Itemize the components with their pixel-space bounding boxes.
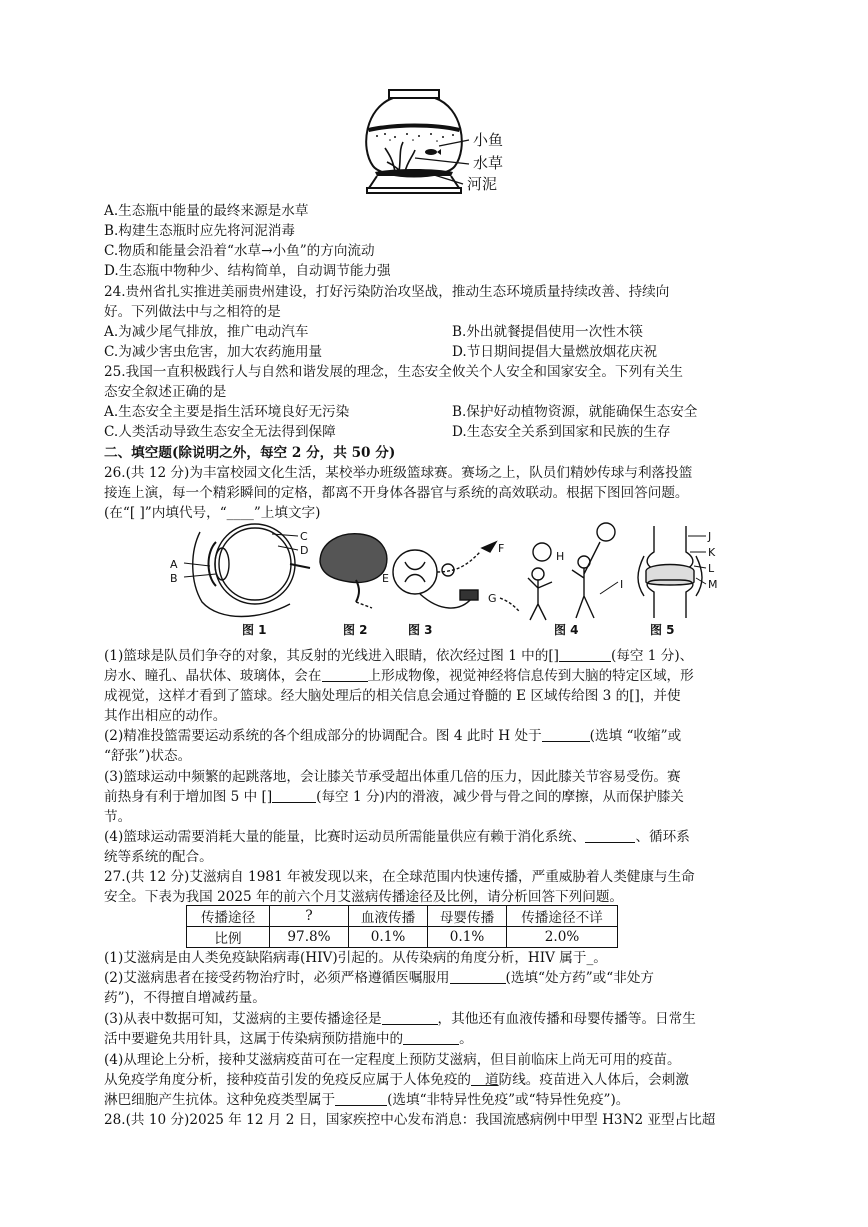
table-cell: 母婴传播 xyxy=(428,906,507,927)
q27-part4-line2: 从免疫学角度分析，接种疫苗引发的免疫反应属于人体免疫的 道防线。疫苗进入人体后，会刺激 xyxy=(104,1072,689,1088)
q23-option-d: D.生态瓶中物种少、结构简单，自动调节能力强 xyxy=(104,263,391,279)
eco-bottle-figure xyxy=(355,88,515,206)
q27-stem-line2: 安全。下表为我国 2025 年的前六个月艾滋病传播途径及比例，请分析回答下列问题。 xyxy=(104,889,624,905)
q24-stem-line1: 24.贵州省扎实推进美丽贵州建设，打好污染防治攻坚战，推动生态环境质量持续改善、持续向 xyxy=(104,284,670,300)
answer-blank xyxy=(542,727,590,742)
label-L: L xyxy=(708,562,715,575)
table-cell: 血液传播 xyxy=(349,906,428,927)
q26-stem-line3: (在“[ ]”内填代号，“____”上填文字) xyxy=(104,505,321,521)
table-cell: 传播途径不详 xyxy=(507,906,618,927)
q27-part2-line1: (2)艾滋病患者在接受药物治疗时，必须严格遵循医嘱服用 (选填“处方药”或“非处方 xyxy=(104,970,655,986)
q25-stem-line2: 态安全叙述正确的是 xyxy=(104,384,227,400)
q26-part3-line2: 前热身有利于增加图 5 中 [] (每空 1 分)内的滑液，减少骨与骨之间的摩擦，从而保护膝关 xyxy=(104,789,684,805)
label-waterweed: 水草 xyxy=(473,154,504,172)
table-cell: 2.0% xyxy=(507,927,618,948)
q26-stem-line2: 接连上演，每一个精彩瞬间的定格，都离不开身体各器官与系统的高效联动。根据下图回答问题。 xyxy=(104,485,689,501)
label-C: C xyxy=(300,530,308,543)
table-cell: 0.1% xyxy=(349,927,428,948)
table-cell: 传播途径 xyxy=(187,906,270,927)
q25-option-a: A.生态安全主要是指生活环境良好无污染 xyxy=(104,404,350,420)
q27-part4-line3: 淋巴细胞产生抗体。这种免疫类型属于 (选填“非特异性免疫”或“特异性免疫”)。 xyxy=(104,1092,630,1108)
caption-fig4: 图 4 xyxy=(554,623,579,637)
q26-stem-line1: 26.(共 12 分)为丰富校园文化生活，某校举办班级篮球赛。赛场之上，队员们精妙传球与利落投篮 xyxy=(104,465,693,481)
q25-option-row1 xyxy=(104,402,698,422)
fig4-players-illustration xyxy=(528,523,618,620)
answer-blank xyxy=(322,667,368,682)
label-I: I xyxy=(620,578,624,591)
caption-fig5: 图 5 xyxy=(650,623,675,637)
label-fish: 小鱼 xyxy=(473,131,504,149)
q25-option-row2 xyxy=(104,422,671,442)
label-J: J xyxy=(708,530,712,543)
table-cell: 0.1% xyxy=(428,927,507,948)
fig1-eye-illustration xyxy=(184,524,310,617)
q24-stem-line2: 好。下列做法中与之相符的是 xyxy=(104,304,281,320)
arrow-fig3-to-fig4 xyxy=(500,598,520,612)
q27-part1: (1)艾滋病是由人类免疫缺陷病毒(HIV)引起的。从传染病的角度分析，HIV 属于_。 xyxy=(104,950,607,966)
q24-option-c: C.为减少害虫危害，加大农药施用量 xyxy=(104,344,323,360)
q26-part1-line1: (1)篮球是队员们争夺的对象，其反射的光线进入眼睛，依次经过图 1 中的[] (每空 1 分)、 xyxy=(104,648,694,664)
q23-option-b: B.构建生态瓶时应先将河泥消毒 xyxy=(104,223,296,239)
table-row xyxy=(187,927,618,948)
label-K: K xyxy=(708,546,716,559)
hiv-transmission-table xyxy=(186,905,618,948)
q24-option-row2 xyxy=(104,342,658,362)
q28-stem-line1: 28.(共 10 分)2025 年 12 月 2 日，国家疾控中心发布消息：我国流感病例中甲型 H3N2 亚型占比超 xyxy=(104,1112,716,1128)
q25-option-b: B.保护好动植物资源，就能确保生态安全 xyxy=(452,404,698,420)
q25-option-c: C.人类活动导致生态安全无法得到保障 xyxy=(104,424,336,440)
label-G: G xyxy=(488,592,497,605)
q27-part4-line1: (4)从理论上分析，接种艾滋病疫苗可在一定程度上预防艾滋病，但目前临床上尚无可用的疫苗。 xyxy=(104,1052,681,1068)
answer-blank xyxy=(382,1010,438,1025)
label-A: A xyxy=(170,558,178,571)
answer-blank xyxy=(403,1030,459,1045)
caption-fig1: 图 1 xyxy=(242,623,267,637)
q24-option-d: D.节日期间提倡大量燃放烟花庆祝 xyxy=(452,344,658,360)
q26-part2-line2: “舒张”)状态。 xyxy=(104,748,192,764)
label-E: E xyxy=(382,572,389,585)
q24-option-row1 xyxy=(104,322,644,342)
answer-blank xyxy=(335,1091,387,1106)
q26-part3-line1: (3)篮球运动中频繁的起跳落地，会让膝关节承受超出体重几倍的压力，因此膝关节容易受伤。赛 xyxy=(104,769,681,785)
answer-blank xyxy=(471,1071,485,1086)
q26-part3-line3: 节。 xyxy=(104,809,132,825)
label-H: H xyxy=(556,550,565,563)
label-F: F xyxy=(498,542,505,555)
q27-part3-line2: 活中要避免共用针具，这属于传染病预防措施中的 。 xyxy=(104,1031,473,1047)
label-river-mud: 河泥 xyxy=(467,175,498,193)
label-B: B xyxy=(170,572,178,585)
q27-stem-line1: 27.(共 12 分)艾滋病自 1981 年被发现以来，在全球范围内快速传播，严重威胁着人类健康与生命 xyxy=(104,869,695,885)
q26-part4-line2: 统等系统的配合。 xyxy=(104,849,213,865)
caption-fig3: 图 3 xyxy=(408,623,433,637)
table-header-row xyxy=(187,906,618,927)
eco-bottle-illustration xyxy=(366,90,469,193)
q26-figure-row xyxy=(160,522,720,640)
q23-option-a: A.生态瓶中能量的最终来源是水草 xyxy=(104,203,309,219)
q26-part2-line1: (2)精准投篮需要运动系统的各个组成部分的协调配合。图 4 此时 H 处于 (选填 “收缩”或 xyxy=(104,728,682,744)
q25-stem-line1: 25.我国一直积极践行人与自然和谐发展的理念，生态安全攸关个人安全和国家安全。下列有关生 xyxy=(104,364,683,380)
table-cell: 97.8% xyxy=(270,927,349,948)
q23-option-c: C.物质和能量会沿着“水草→小鱼”的方向流动 xyxy=(104,243,375,259)
label-M: M xyxy=(708,578,718,591)
answer-blank xyxy=(585,828,635,843)
caption-fig2: 图 2 xyxy=(343,623,368,637)
table-cell: 比例 xyxy=(187,927,270,948)
q26-part1-line3: 成视觉，这样才看到了篮球。经大脑处理后的相关信息会通过脊髓的 E 区域传给图 3 的[]，并使 xyxy=(104,688,681,704)
answer-blank xyxy=(272,788,316,803)
section-2-heading: 二、填空题(除说明之外，每空 2 分，共 50 分) xyxy=(104,445,396,461)
q26-part1-line2: 房水、瞳孔、晶状体、玻璃体，会在 上形成物像，视觉神经将信息传到大脑的特定区域，形 xyxy=(104,668,694,684)
q24-option-b: B.外出就餐提倡使用一次性木筷 xyxy=(452,324,644,340)
q25-option-d: D.生态安全关系到国家和民族的生存 xyxy=(452,424,671,440)
q26-part1-line4: 其作出相应的动作。 xyxy=(104,708,227,724)
table-cell: ? xyxy=(270,906,349,927)
answer-blank xyxy=(559,647,611,662)
label-D: D xyxy=(300,544,309,557)
answer-blank xyxy=(450,969,506,984)
fig5-knee-joint-illustration xyxy=(638,526,706,618)
q27-part3-line1: (3)从表中数据可知，艾滋病的主要传播途径是 ，其他还有血液传播和母婴传播等。日常生 xyxy=(104,1011,696,1027)
q27-part2-line2: 药”)，不得擅自增减药量。 xyxy=(104,990,266,1006)
q24-option-a: A.为减少尾气排放，推广电动汽车 xyxy=(104,324,309,340)
fig2-brain-illustration xyxy=(320,534,387,608)
fig3-spinal-cord-illustration xyxy=(393,542,496,608)
q26-part4-line1: (4)篮球运动需要消耗大量的能量，比赛时运动员所需能量供应有赖于消化系统、 、循环系 xyxy=(104,829,690,845)
